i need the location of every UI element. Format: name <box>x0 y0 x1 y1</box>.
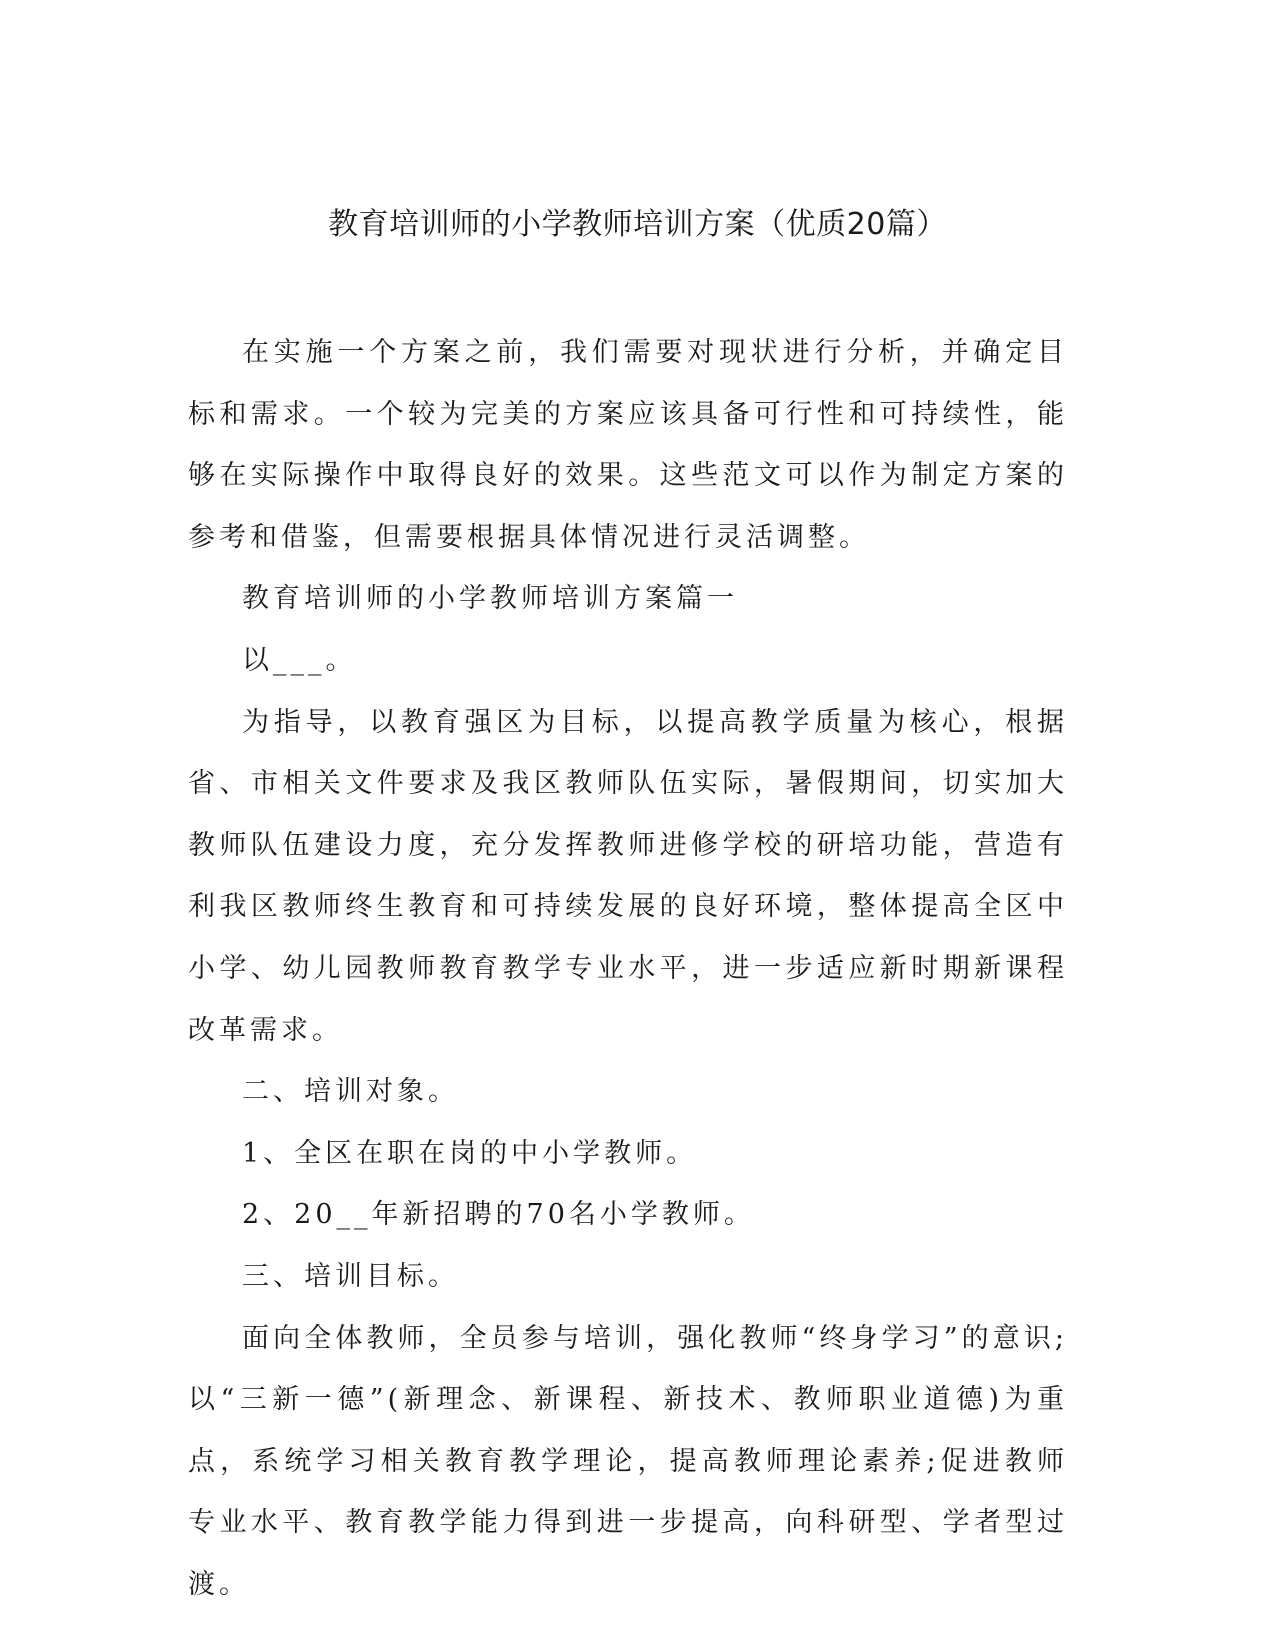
goals-paragraph: 面向全体教师，全员参与培训，强化教师“终身学习”的意识;以“三新一德”(新理念、新课程、新技术、教师职业道德)为重点，系统学习相关教育教学理论，提高教师理论素养;促进教师专业水平、教育教学能力得到进一步提高，向科研型、学者型过渡。 <box>188 1322 1068 1600</box>
section-heading-training-goals: 三、培训目标。 <box>242 1260 459 1292</box>
document-body <box>188 322 1068 1615</box>
list-item: 2、20__年新招聘的70名小学教师。 <box>242 1199 755 1231</box>
intro-paragraph: 在实施一个方案之前，我们需要对现状进行分析，并确定目标和需求。一个较为完美的方案应该具备可行性和可持续性，能够在实际操作中取得良好的效果。这些范文可以作为制定方案的参考和借鉴，但需要根据具体情况进行灵活调整。 <box>188 337 1068 553</box>
guiding-line: 以___。 <box>242 644 357 676</box>
section-heading-part-one: 教育培训师的小学教师培训方案篇一 <box>242 583 738 615</box>
guidance-paragraph: 为指导，以教育强区为目标，以提高教学质量为核心，根据省、市相关文件要求及我区教师队伍实际，暑假期间，切实加大教师队伍建设力度，充分发挥教师进修学校的研培功能，营造有利我区教师终生教育和可持续发展的良好环境，整体提高全区中小学、幼儿园教师教育教学专业水平，进一步适应新时期新课程改革需求。 <box>188 706 1068 1046</box>
section-heading-training-targets: 二、培训对象。 <box>242 1076 459 1108</box>
list-item: 1、全区在职在岗的中小学教师。 <box>242 1137 698 1169</box>
document-title: 教育培训师的小学教师培训方案（优质20篇） <box>328 207 947 242</box>
